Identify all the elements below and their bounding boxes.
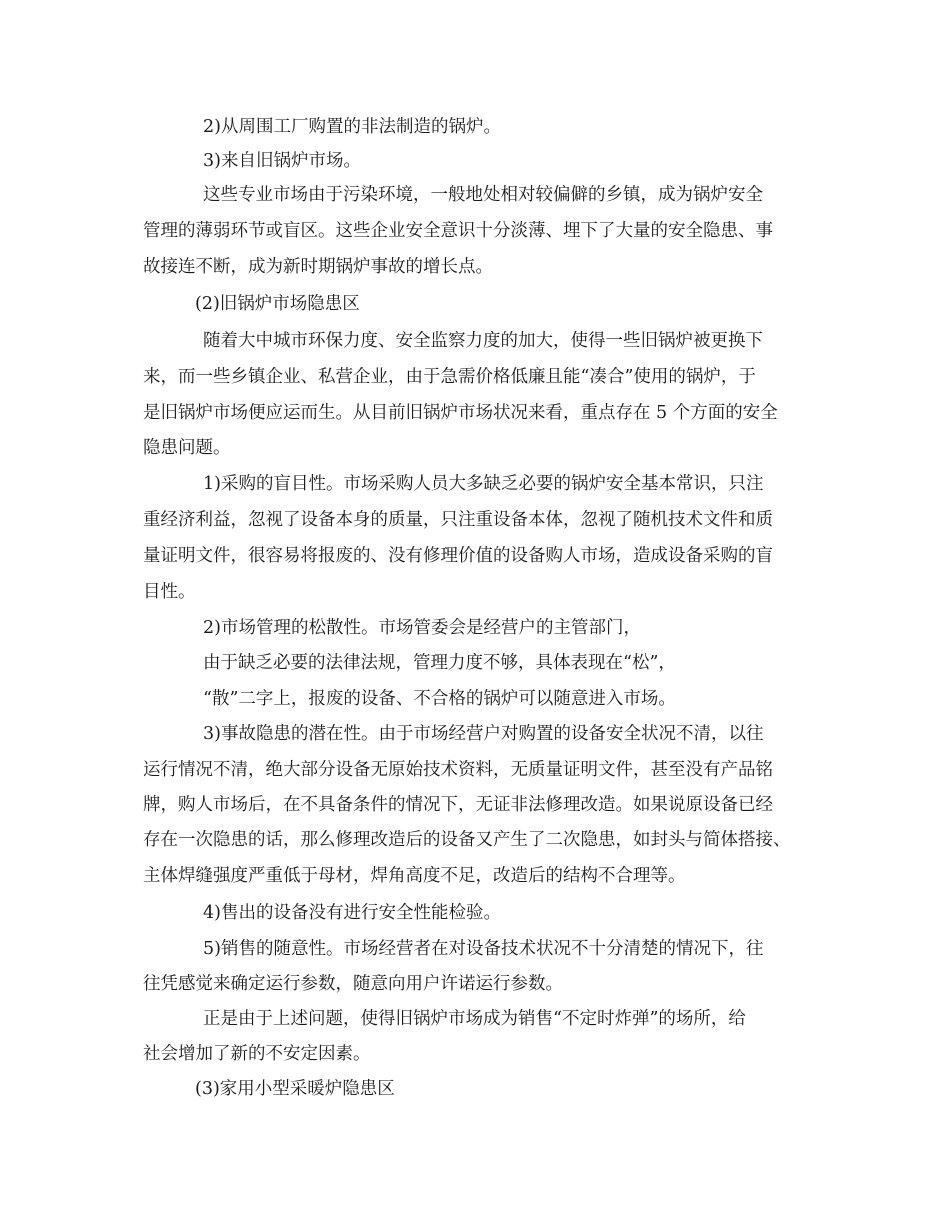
paragraph-line: 重经济利益，忽视了设备本身的质量，只注重设备本体，忽视了随机技术文件和质 bbox=[143, 510, 773, 530]
paragraph-line: “散”二字上，报废的设备、不合格的锅炉可以随意进入市场。 bbox=[203, 689, 676, 709]
paragraph-line: 量证明文件，很容易将报废的、没有修理价值的设备购人市场，造成设备采购的盲 bbox=[143, 546, 773, 566]
paragraph-line: 这些专业市场由于污染环境，一般地处相对较偏僻的乡镇，成为锅炉安全 bbox=[203, 185, 763, 205]
paragraph-line: 主体焊缝强度严重低于母材，焊角高度不足，改造后的结构不合理等。 bbox=[143, 866, 686, 886]
paragraph-line: 牌，购人市场后，在不具备条件的情况下，无证非法修理改造。如果说原设备已经 bbox=[143, 795, 773, 815]
paragraph-line: 4)售出的设备没有进行安全性能检验。 bbox=[203, 903, 501, 923]
paragraph-line: 故接连不断，成为新时期锅炉事故的增长点。 bbox=[143, 257, 493, 277]
paragraph-line: 3)来自旧锅炉市场。 bbox=[203, 151, 361, 171]
paragraph-line: 往凭感觉来确定运行参数，随意向用户许诺运行参数。 bbox=[143, 974, 563, 994]
section-heading: (3)家用小型采暖炉隐患区 bbox=[195, 1079, 395, 1099]
paragraph-line: 目性。 bbox=[143, 582, 196, 602]
paragraph-line: 5)销售的随意性。市场经营者在对设备技术状况不十分清楚的情况下，往 bbox=[203, 939, 764, 959]
paragraph-line: 隐患问题。 bbox=[143, 438, 231, 458]
paragraph-line: 是旧锅炉市场便应运而生。从目前旧锅炉市场状况来看，重点存在 5 个方面的安全 bbox=[143, 403, 778, 423]
paragraph-line: 存在一次隐患的话，那么修理改造后的设备又产生了二次隐患，如封头与简体搭接、 bbox=[143, 830, 791, 850]
paragraph-line: 2)市场管理的松散性。市场管委会是经营户的主管部门， bbox=[203, 618, 641, 638]
paragraph-line: 来，而一些乡镇企业、私营企业，由于急需价格低廉且能“凑合”使用的锅炉，于 bbox=[143, 367, 756, 387]
paragraph-line: 正是由于上述问题，使得旧锅炉市场成为销售“不定时炸弹”的场所，给 bbox=[203, 1009, 746, 1029]
paragraph-line: 管理的薄弱环节或盲区。这些企业安全意识十分淡薄、埋下了大量的安全隐患、事 bbox=[143, 221, 773, 241]
paragraph-line: 社会增加了新的不安定因素。 bbox=[143, 1044, 371, 1064]
paragraph-line: 2)从周围工厂购置的非法制造的锅炉。 bbox=[203, 117, 501, 137]
paragraph-line: 1)采购的盲目性。市场采购人员大多缺乏必要的锅炉安全基本常识，只注 bbox=[203, 474, 764, 494]
paragraph-line: 3)事故隐患的潜在性。由于市场经营户对购置的设备安全状况不清，以往 bbox=[203, 724, 764, 744]
paragraph-line: 由于缺乏必要的法律法规，管理力度不够，具体表现在“松”， bbox=[203, 653, 676, 673]
paragraph-line: 运行情况不清，绝大部分设备无原始技术资料，无质量证明文件，甚至没有产品铭 bbox=[143, 760, 773, 780]
section-heading: (2)旧锅炉市场隐患区 bbox=[195, 294, 360, 314]
paragraph-line: 随着大中城市环保力度、安全监察力度的加大，使得一些旧锅炉被更换下 bbox=[203, 331, 763, 351]
